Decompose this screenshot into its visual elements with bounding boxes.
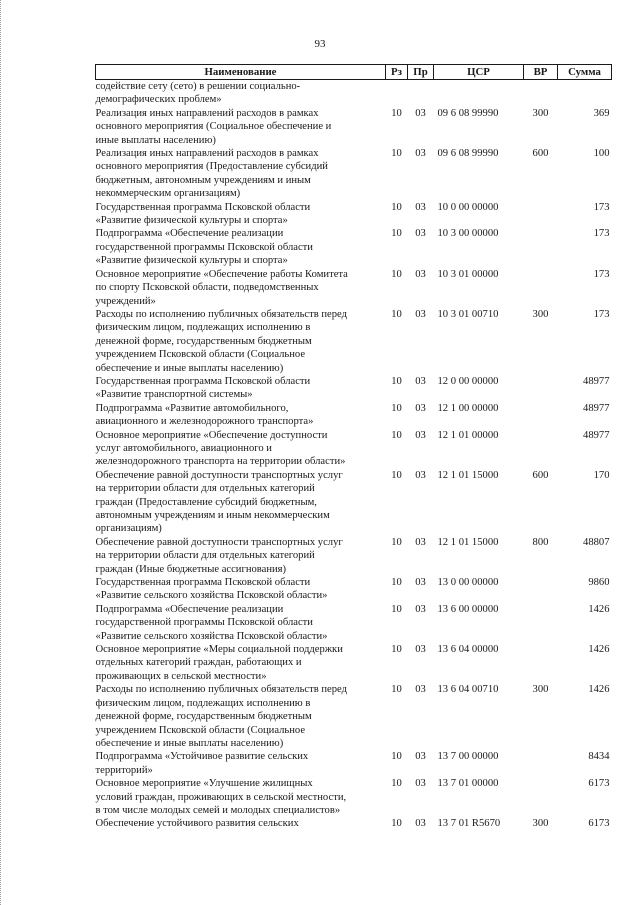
cell-pr: 03	[415, 751, 426, 763]
cell-sum: 48977	[583, 375, 610, 387]
cell-sum	[558, 80, 612, 107]
cell-name	[96, 683, 386, 750]
cell-csr: 09 6 08 99990	[437, 148, 499, 160]
page-number: 93	[314, 38, 326, 50]
name-line: учреждением Псковской области (Социальное	[95, 349, 306, 361]
cell-pr: 03	[415, 818, 426, 830]
cell-pr: 03	[415, 228, 426, 240]
cell-name	[96, 536, 386, 576]
cell-pr: 03	[415, 577, 426, 589]
cell-rz: 10	[391, 818, 402, 830]
name-line: Государственная программа Псковской области	[95, 577, 311, 589]
cell-vr	[524, 402, 558, 429]
name-line: «Развитие физической культуры и спорта»	[95, 215, 288, 227]
cell-name	[96, 375, 386, 402]
header-rz: Рз	[386, 65, 408, 80]
name-line: Реализация иных направлений расходов в рамках	[95, 107, 319, 119]
name-line: Основное мероприятие «Меры социальной поддержки	[95, 644, 343, 656]
name-line: на территории области для отдельных категорий	[95, 483, 315, 495]
table-row	[96, 107, 612, 147]
cell-name	[96, 643, 386, 683]
cell-csr: 13 6 04 00710	[437, 684, 499, 696]
cell-rz: 10	[391, 536, 402, 548]
name-line: государственной программы Псковской области	[95, 617, 313, 629]
cell-csr: 10 3 01 00710	[437, 308, 499, 320]
cell-sum: 6173	[588, 818, 610, 830]
cell-csr: 10 0 00 00000	[437, 201, 499, 213]
name-line: территорий»	[95, 764, 153, 776]
cell-pr: 03	[415, 429, 426, 441]
name-line: отдельных категорий граждан, работающих и	[95, 657, 302, 669]
name-line: физическим лицом, подлежащих исполнению в	[95, 697, 311, 709]
cell-name	[96, 817, 386, 830]
cell-sum: 48807	[583, 536, 610, 548]
name-line: Обеспечение равной доступности транспортных услуг	[95, 469, 343, 481]
cell-csr: 13 7 01 R5670	[437, 818, 501, 830]
cell-csr: 12 1 01 15000	[437, 536, 499, 548]
cell-rz: 10	[391, 429, 402, 441]
name-line: Подпрограмма «Обеспечение реализации	[95, 603, 284, 615]
cell-rz: 10	[391, 375, 402, 387]
name-line: основного мероприятия (Предоставление субсидий	[95, 161, 328, 173]
name-line: учреждением Псковской области (Социальное	[95, 724, 306, 736]
header-pr: Пр	[408, 65, 434, 80]
name-line: автономным учреждениям и иным некоммерческим	[95, 510, 330, 521]
name-line: Подпрограмма «Развитие автомобильного,	[95, 402, 289, 414]
cell-sum: 1426	[588, 644, 610, 656]
cell-sum: 1426	[588, 603, 610, 615]
cell-pr: 03	[415, 644, 426, 656]
table-row	[96, 576, 612, 603]
cell-vr	[524, 268, 558, 308]
name-line: основного мероприятия (Социальное обеспечение и	[95, 121, 332, 133]
cell-vr	[524, 227, 558, 267]
name-line: Реализация иных направлений расходов в рамках	[95, 148, 319, 160]
cell-vr: 800	[532, 536, 549, 548]
cell-sum: 173	[593, 268, 610, 280]
cell-pr	[408, 80, 434, 107]
name-line: на территории области для отдельных категорий	[95, 550, 315, 562]
header-sum: Сумма	[558, 65, 612, 80]
name-line: Расходы по исполнению публичных обязательств перед	[95, 308, 347, 320]
table-row	[96, 643, 612, 683]
cell-name	[96, 80, 386, 107]
table-row	[96, 469, 612, 536]
name-line: государственной программы Псковской области	[95, 241, 313, 253]
cell-name	[96, 402, 386, 429]
name-line: граждан (Иные бюджетные ассигнования)	[95, 563, 287, 575]
name-line: иные выплаты населению)	[95, 134, 216, 146]
cell-name	[96, 429, 386, 469]
cell-pr: 03	[415, 684, 426, 696]
cell-vr: 600	[532, 148, 549, 160]
cell-csr: 12 1 01 15000	[437, 469, 499, 481]
cell-csr: 12 0 00 00000	[437, 375, 499, 387]
name-line: демографических проблем»	[95, 94, 222, 106]
cell-csr: 13 7 00 00000	[437, 751, 499, 763]
cell-name	[96, 201, 386, 228]
page-edge	[0, 0, 3, 905]
cell-pr: 03	[415, 375, 426, 387]
cell-rz: 10	[391, 778, 402, 790]
cell-csr: 10 3 01 00000	[437, 268, 499, 280]
header-vr: ВР	[524, 65, 558, 80]
table-row	[96, 308, 612, 375]
cell-name	[96, 268, 386, 308]
header-name: Наименование	[96, 65, 386, 80]
cell-name	[96, 777, 386, 817]
cell-name	[96, 750, 386, 777]
cell-vr: 600	[532, 469, 549, 481]
cell-pr: 03	[415, 107, 426, 119]
name-line: обеспечение и иные выплаты населению)	[95, 737, 284, 749]
cell-csr: 13 0 00 00000	[437, 577, 499, 589]
cell-rz: 10	[391, 402, 402, 414]
cell-name	[96, 147, 386, 201]
name-line: организациям)	[95, 523, 162, 535]
budget-table	[95, 64, 612, 831]
cell-vr	[524, 375, 558, 402]
name-line: Обеспечение равной доступности транспортных услуг	[95, 536, 343, 548]
table-row	[96, 402, 612, 429]
cell-sum: 173	[593, 228, 610, 240]
cell-vr	[524, 429, 558, 469]
name-line: бюджетным, автономным учреждениям и иным	[95, 174, 311, 186]
cell-vr: 300	[532, 684, 549, 696]
table-row	[96, 817, 612, 830]
name-line: «Развитие сельского хозяйства Псковской области»	[95, 590, 328, 602]
name-line: обеспечение и иные выплаты населению)	[95, 362, 284, 374]
name-line: Основное мероприятие «Обеспечение работы Комитета	[95, 268, 348, 280]
cell-name	[96, 107, 386, 147]
cell-sum: 48977	[583, 402, 610, 414]
name-line: «Развитие транспортной системы»	[95, 389, 253, 401]
name-line: учреждений»	[95, 295, 156, 307]
cell-rz: 10	[391, 644, 402, 656]
cell-rz: 10	[391, 148, 402, 160]
table-row	[96, 201, 612, 228]
cell-name	[96, 308, 386, 375]
table-row	[96, 268, 612, 308]
cell-pr: 03	[415, 148, 426, 160]
table-row	[96, 80, 612, 107]
cell-vr	[524, 80, 558, 107]
cell-rz: 10	[391, 107, 402, 119]
cell-vr	[524, 603, 558, 643]
name-line: «Развитие сельского хозяйства Псковской области»	[95, 630, 328, 642]
name-line: денежной форме, государственным бюджетным	[95, 335, 312, 347]
table-row	[96, 750, 612, 777]
table-row	[96, 429, 612, 469]
cell-csr: 13 6 00 00000	[437, 603, 499, 615]
cell-rz: 10	[391, 268, 402, 280]
cell-vr	[524, 777, 558, 817]
name-line: Государственная программа Псковской области	[95, 201, 311, 213]
cell-rz: 10	[391, 308, 402, 320]
cell-sum: 48977	[583, 429, 610, 441]
cell-sum: 173	[593, 201, 610, 213]
table-row	[96, 375, 612, 402]
name-line: в том числе молодых семей и молодых специалистов»	[95, 804, 341, 816]
name-line: Расходы по исполнению публичных обязательств перед	[95, 684, 347, 696]
cell-csr: 13 6 04 00000	[437, 644, 499, 656]
name-line: Подпрограмма «Устойчивое развитие сельских	[95, 751, 309, 763]
cell-sum: 6173	[588, 778, 610, 790]
name-line: «Развитие физической культуры и спорта»	[95, 255, 288, 267]
cell-name	[96, 576, 386, 603]
cell-pr: 03	[415, 268, 426, 280]
name-line: физическим лицом, подлежащих исполнению в	[95, 322, 311, 334]
cell-vr: 300	[532, 107, 549, 119]
cell-pr: 03	[415, 201, 426, 213]
table-row	[96, 227, 612, 267]
cell-sum: 100	[593, 148, 610, 160]
name-line: Обеспечение устойчивого развития сельских	[95, 818, 299, 830]
cell-csr: 12 1 01 00000	[437, 429, 499, 441]
cell-sum: 1426	[588, 684, 610, 696]
table-row	[96, 683, 612, 750]
cell-vr	[524, 576, 558, 603]
cell-rz	[386, 80, 408, 107]
cell-csr: 10 3 00 00000	[437, 228, 499, 240]
name-line: проживающих в сельской местности»	[95, 670, 267, 682]
cell-rz: 10	[391, 684, 402, 696]
cell-vr	[524, 750, 558, 777]
name-line: Основное мероприятие «Улучшение жилищных	[95, 778, 313, 790]
cell-rz: 10	[391, 201, 402, 213]
cell-pr: 03	[415, 603, 426, 615]
cell-vr: 300	[532, 308, 549, 320]
cell-rz: 10	[391, 469, 402, 481]
cell-csr: 13 7 01 00000	[437, 778, 499, 790]
cell-rz: 10	[391, 751, 402, 763]
name-line: Основное мероприятие «Обеспечение доступности	[95, 429, 328, 441]
cell-sum: 170	[593, 469, 610, 481]
cell-name	[96, 227, 386, 267]
name-line: железнодорожного транспорта на территории области»	[95, 456, 346, 468]
name-line: условий граждан, проживающих в сельской местности,	[95, 791, 347, 803]
cell-csr: 12 1 00 00000	[437, 402, 499, 414]
cell-pr: 03	[415, 778, 426, 790]
table-row	[96, 603, 612, 643]
cell-pr: 03	[415, 308, 426, 320]
cell-rz: 10	[391, 228, 402, 240]
cell-rz: 10	[391, 603, 402, 615]
name-line: Подпрограмма «Обеспечение реализации	[95, 228, 284, 240]
name-line: содействие сету (сето) в решении социально-	[95, 81, 301, 92]
name-line: граждан (Предоставление субсидий бюджетным,	[95, 496, 317, 508]
cell-csr	[434, 80, 524, 107]
name-line: некоммерческим организациям)	[95, 188, 241, 200]
cell-sum: 9860	[588, 577, 610, 589]
table-body	[96, 80, 612, 831]
cell-sum: 173	[593, 308, 610, 320]
cell-sum: 8434	[588, 751, 610, 763]
name-line: услуг автомобильного, авиационного и	[95, 442, 272, 454]
table-row	[96, 536, 612, 576]
cell-pr: 03	[415, 536, 426, 548]
cell-pr: 03	[415, 469, 426, 481]
cell-sum: 369	[593, 107, 610, 119]
name-line: Государственная программа Псковской области	[95, 375, 311, 387]
cell-pr: 03	[415, 402, 426, 414]
cell-vr	[524, 643, 558, 683]
header-csr: ЦСР	[434, 65, 524, 80]
cell-name	[96, 469, 386, 536]
cell-vr: 300	[532, 818, 549, 830]
cell-csr: 09 6 08 99990	[437, 107, 499, 119]
cell-vr	[524, 201, 558, 228]
table-header-row	[96, 65, 612, 80]
name-line: авиационного и железнодорожного транспорта»	[95, 416, 314, 428]
table-row	[96, 777, 612, 817]
name-line: денежной форме, государственным бюджетным	[95, 711, 312, 723]
name-line: по спорту Псковской области, подведомственных	[95, 282, 319, 294]
cell-rz: 10	[391, 577, 402, 589]
table-row	[96, 147, 612, 201]
cell-name	[96, 603, 386, 643]
